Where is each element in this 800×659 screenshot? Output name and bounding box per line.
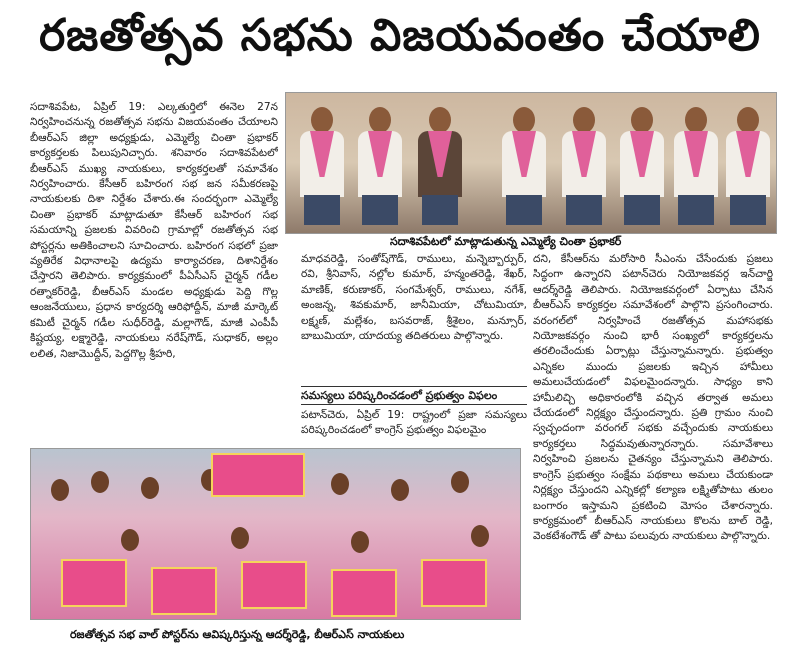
person-figure bbox=[296, 107, 348, 225]
poster-launch-photo bbox=[30, 448, 521, 620]
article-right-column bbox=[533, 252, 773, 637]
article-mid2-text: పటాన్‌చెరు, ఏప్రిల్ 19: రాష్ట్రంలో ప్రజా సమస్యలు పరిష్కరించడంలో కాంగ్రెస్ ప్రభుత్వం విఫలమైం bbox=[301, 409, 527, 437]
article-left-column bbox=[30, 100, 278, 428]
article-right-text: దని, కేసీఆర్‌ను మరోసారి సీఎంను చేసేందుకు ప్రజలు సిద్ధంగా ఉన్నారని పటాన్‌చెరు నియోజకవర్గ ఇన్‌చార్జి ఆదర్శ్‌రెడ్డి తెలిపారు. నియోజకవర్గంలో ఏర్పాటు చేసిన బీఆర్ఎస్ కార్యకర్తల సమావేశంలో పాల్గొని ప్రసంగించారు. వరంగల్‌లో నిర్వహించే రజతోత్సవ మహాసభకు నియోజకవర్గం నుంచి భారీ సంఖ్యలో కార్యకర్తలను తరలించేందుకు ఏర్పాట్లు చేస్తున్నామన్నారు. ప్రభుత్వం ఎన్నికల ముందు ప్రజలకు ఇచ్చిన హామీలు అమలుచేయడంలో విఫలమైందన్నారు. సాధ్యం కాని హామీలిచ్చి అధికారంలోకి వచ్చిన తర్వాత అమలు చేయడంలో నిర్లక్ష్యం చేస్తుందన్నారు. ప్రతి గ్రామం నుంచి స్వచ్ఛందంగా వరంగల్ సభకు వచ్చేందుకు నాయకులు కార్యకర్తలు సిద్ధమవుతున్నారన్నారు. సమావేశాలు నిర్వహించి ప్రజలను చైతన్యం చేస్తున్నామని తెలిపారు. కాంగ్రెస్ ప్రభుత్వం సంక్షేమ పథకాలు అమలు చేయకుండా నిర్లక్ష్యం చేస్తుందని ఎన్నికల్లో కల్యాణ లక్ష్మితోపాటు తులం బంగారం ఇస్తామని ప్రకటించి మోసం చేశారన్నారు. కార్యక్రమంలో బీఆర్ఎస్ నాయకులు కొలను బాల్ రెడ్డి, వెంకటేశంగౌడ్ తో పాటు పలువురు నాయకులు పాల్గొన్నారు. bbox=[533, 253, 773, 543]
wall-poster bbox=[211, 453, 305, 497]
article-left-text: సదాశివపేట, ఏప్రిల్ 19: ఎల్కతుర్తిలో ఈనెల 27న నిర్వహించనున్న రజతోత్సవ సభను విజయవంతం చేయాలని బీఆర్ఎస్ జిల్లా అధ్యక్షుడు, ఎమ్మెల్యే చింతా ప్రభాకర్ కార్యకర్తలకు పిలుపునిచ్చారు. శనివారం సదాశివపేటలో బీఆర్ఎస్ ముఖ్య నాయకులు, కార్యకర్తలతో సమావేశం నిర్వహించారు. కేసీఆర్ బహిరంగ సభ జన సమీకరణపై నాయకులకు దిశా నిర్దేశం చేశారు.ఈ సందర్భంగా ఎమ్మెల్యే చింతా ప్రభాకర్ మాట్లాడుతూ కేసీఆర్ బహిరంగ సభ సమయాన్ని ప్రజలకు వివరించి గ్రామాల్లో రజతోత్సవ సభ పోస్టర్లను అతికించాలని సూచించారు. బహిరంగ సభలో ప్రజా వ్యతిరేక విధానాలపై ఉద్యమ కార్యాచరణ, దిశానిర్దేశం చేస్తారని తెలిపారు. కార్యక్రమంలో పీఏసీఎస్ చైర్మన్ గడీల రత్నాకర్‌రెడ్డి, బీఆర్ఎస్ మండల అధ్యక్షుడు పెద్ది గొల్ల ఆంజనేయులు, ప్రధాన కార్యదర్శి ఆరిఫోద్దీన్, మాజీ మార్కెట్ కమిటీ చైర్మన్ గడీల సుధీర్‌రెడ్డి, మల్లాగౌడ్, మాజీ ఎంపీపీ కిష్టయ్య, లక్ష్మారెడ్డి, నాయకులు నరేష్‌గౌడ్, సుధాకర్, అల్లం లలిత, నిజామొద్దీన్, పెద్దగొల్ల శ్రీహరి, bbox=[30, 101, 278, 360]
photo-caption-bottom: రజతోత్సవ సభ వాల్ పోస్టర్‌ను ఆవిష్కరిస్తున్న ఆదర్శ్‌రెడ్డి, బీఆర్ఎస్ నాయకులు bbox=[70, 628, 405, 641]
person-figure bbox=[722, 107, 774, 225]
wall-poster bbox=[61, 559, 127, 607]
article-mid-text: మాధవరెడ్డి, సంతోష్‌గౌడ్, రాములు, మన్నెబ్బార్పుర్, రవి, శ్రీనివాస్, నల్లోల కుమార్, హన్మంతరెడ్డి, శేఖర్, మాణిక్, కరుణాకర్, సంగమేశ్వర్, రాములు, నగేశ్, అంజన్న, శివకుమార్, జానీమియా, చోటుమియా, లక్ష్మణ్, మల్లేశం, బసవరాజ్, శ్రీశైలం, మన్సూర్, బాబుమియా, యాదయ్య తదితరులు పాల్గొన్నారు. bbox=[301, 253, 527, 343]
person-figure bbox=[670, 107, 722, 225]
story-subheading: సమస్యలు పరిష్కరించడంలో ప్రభుత్వం విఫలం bbox=[301, 386, 527, 405]
wall-poster bbox=[421, 559, 487, 607]
person-figure bbox=[354, 107, 406, 225]
wall-poster bbox=[331, 569, 397, 617]
headline: రజతోత్సవ సభను విజయవంతం చేయాలి bbox=[39, 10, 761, 61]
article-second-story bbox=[301, 386, 527, 444]
wall-poster bbox=[241, 561, 307, 609]
person-figure bbox=[414, 107, 466, 225]
person-figure bbox=[498, 107, 550, 225]
person-figure bbox=[558, 107, 610, 225]
wall-poster bbox=[151, 567, 217, 615]
person-figure bbox=[616, 107, 668, 225]
meeting-photo bbox=[285, 92, 777, 234]
article-middle-column bbox=[301, 252, 527, 382]
photo-caption-top: సదాశివపేటలో మాట్లాడుతున్న ఎమ్మెల్యే చింతా ప్రభాకర్ bbox=[390, 235, 622, 248]
